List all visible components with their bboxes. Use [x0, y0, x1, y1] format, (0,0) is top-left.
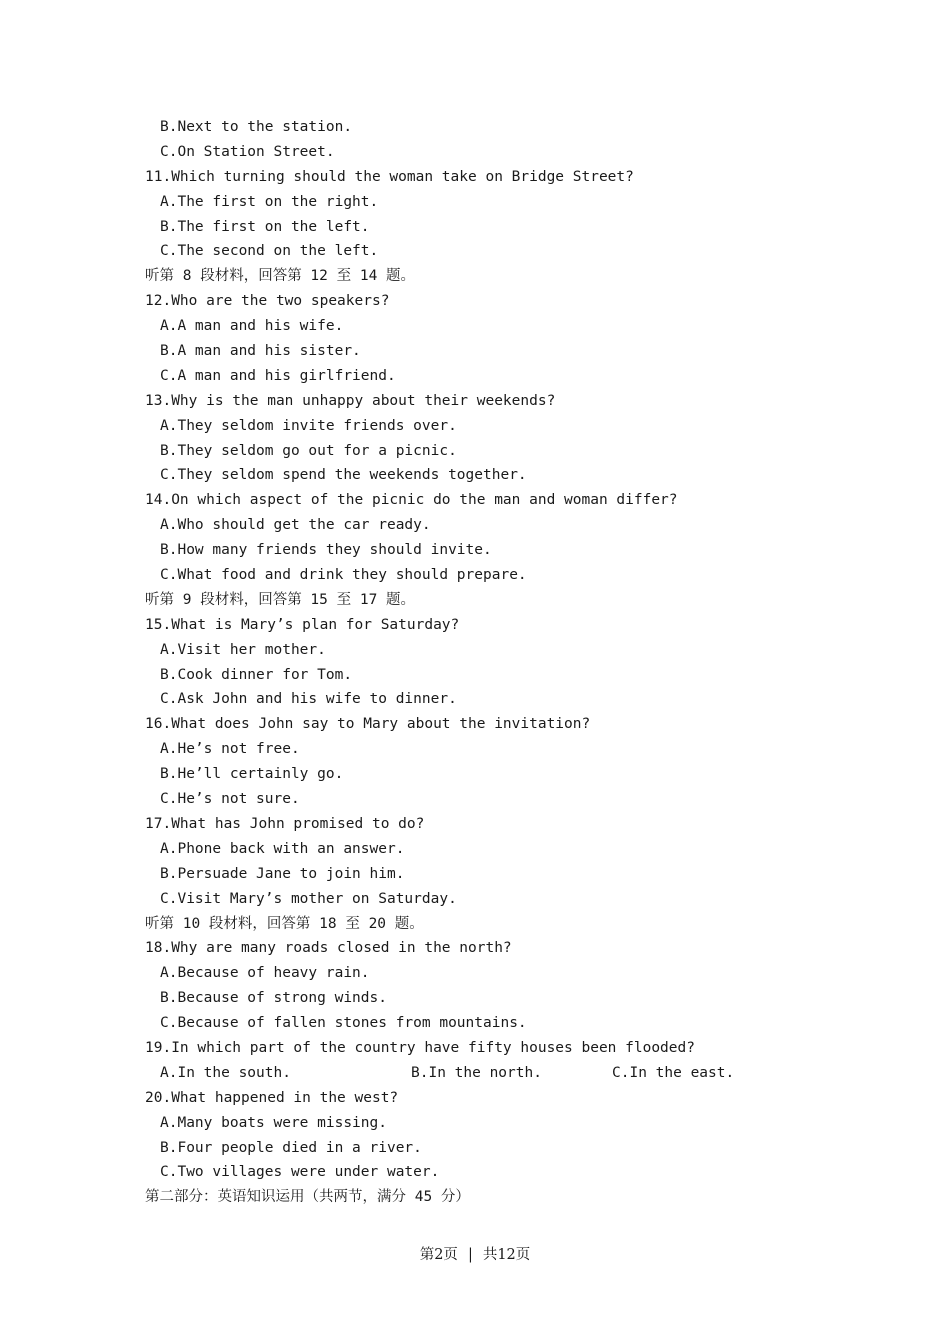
answer-option: A.A man and his wife. — [160, 318, 344, 335]
question-text: 18.Why are many roads closed in the north? — [145, 940, 512, 957]
answer-option: A.Who should get the car ready. — [160, 517, 431, 534]
section-heading: 听第 8 段材料，回答第 12 至 14 题。 — [145, 268, 416, 285]
answer-option: A.Visit her mother. — [160, 641, 326, 658]
answer-option: B.How many friends they should invite. — [160, 542, 492, 559]
answer-option: A.Because of heavy rain. — [160, 965, 370, 982]
section-heading: 听第 10 段材料，回答第 18 至 20 题。 — [145, 915, 424, 932]
answer-option: C.They seldom spend the weekends together. — [160, 467, 527, 484]
answer-option: C.Ask John and his wife to dinner. — [160, 691, 457, 708]
answer-option: C.The second on the left. — [160, 243, 379, 260]
answer-option: B.Cook dinner for Tom. — [160, 666, 353, 683]
answer-option: B.They seldom go out for a picnic. — [160, 442, 457, 459]
answer-option: B.The first on the left. — [160, 218, 370, 235]
answer-option: C.What food and drink they should prepare. — [160, 567, 527, 584]
question-text: 11.Which turning should the woman take on Bridge Street? — [145, 168, 634, 185]
page-number: 第2页 — [419, 1247, 458, 1263]
question-text: 13.Why is the man unhappy about their weekends? — [145, 392, 556, 409]
answer-option: C.In the east. — [612, 1064, 735, 1081]
answer-option: C.On Station Street. — [160, 143, 335, 160]
section-heading: 听第 9 段材料，回答第 15 至 17 题。 — [145, 591, 416, 608]
answer-option: B.He’ll certainly go. — [160, 766, 344, 783]
question-text: 16.What does John say to Mary about the invitation? — [145, 716, 591, 733]
answer-option: B.Because of strong winds. — [160, 990, 387, 1007]
answer-option: B.A man and his sister. — [160, 343, 361, 360]
question-text: 12.Who are the two speakers? — [145, 293, 390, 310]
answer-option: A.They seldom invite friends over. — [160, 417, 457, 434]
answer-option: A.He’s not free. — [160, 741, 300, 758]
question-text: 20.What happened in the west? — [145, 1089, 399, 1106]
page-total: 共12页 — [482, 1247, 531, 1263]
answer-option: B.Next to the station. — [160, 119, 353, 135]
answer-option: B.Four people died in a river. — [160, 1139, 422, 1156]
section-heading: 第二部分：英语知识运用（共两节，满分 45 分） — [145, 1189, 470, 1206]
question-text: 17.What has John promised to do? — [145, 815, 425, 832]
answer-option: C.Because of fallen stones from mountains. — [160, 1015, 527, 1032]
answer-option: B.Persuade Jane to join him. — [160, 865, 405, 882]
question-text: 15.What is Mary’s plan for Saturday? — [145, 616, 460, 633]
question-text: 19.In which part of the country have fifty houses been flooded? — [145, 1039, 695, 1056]
exam-page-content — [145, 115, 905, 1210]
question-text: 14.On which aspect of the picnic do the man and woman differ? — [145, 492, 678, 509]
options-row — [145, 1061, 905, 1086]
answer-option: A.In the south. — [160, 1064, 291, 1081]
answer-option: A.Phone back with an answer. — [160, 840, 405, 857]
answer-option: A.Many boats were missing. — [160, 1114, 387, 1131]
answer-option: C.Visit Mary’s mother on Saturday. — [160, 890, 457, 907]
answer-option: C.He’s not sure. — [160, 791, 300, 808]
answer-option: C.A man and his girlfriend. — [160, 367, 396, 384]
answer-option: B.In the north. — [411, 1064, 542, 1081]
footer-separator: | — [467, 1247, 473, 1263]
page-footer — [0, 1243, 950, 1264]
answer-option: C.Two villages were under water. — [160, 1164, 440, 1181]
answer-option: A.The first on the right. — [160, 193, 379, 210]
